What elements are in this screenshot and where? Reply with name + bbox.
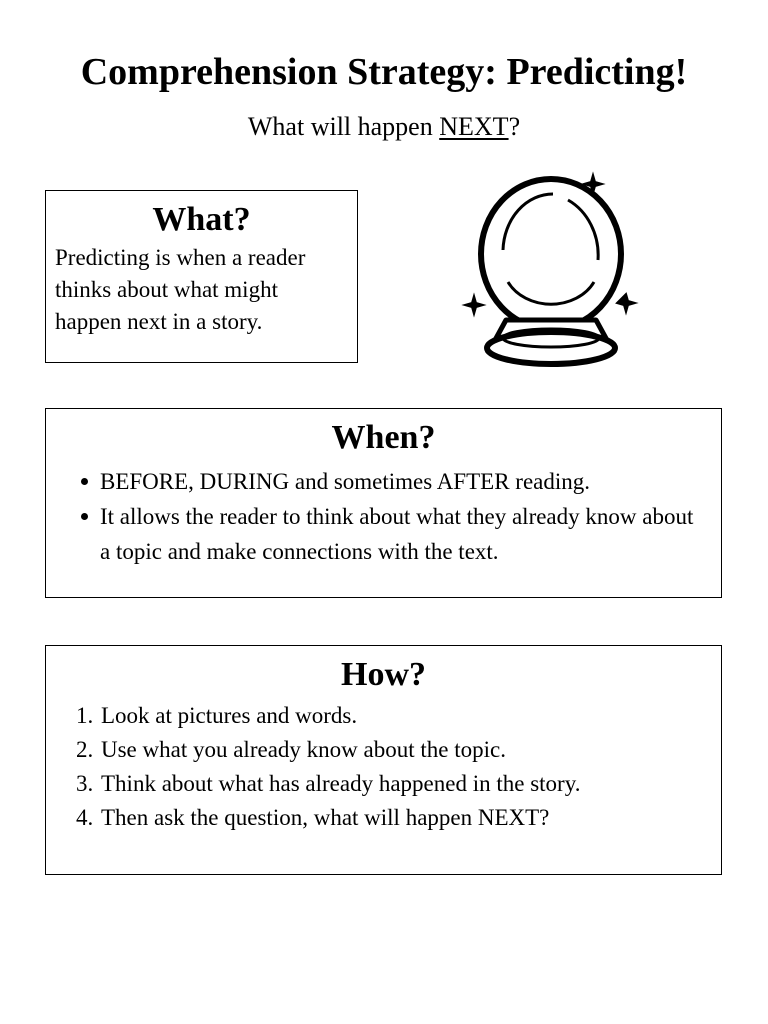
bullet-text: BEFORE, DURING and sometimes AFTER reading. xyxy=(100,469,590,494)
list-item xyxy=(46,464,721,499)
bullet-text: It allows the reader to think about what they already know about a topic and make connections with the text. xyxy=(100,504,694,564)
when-bullet-list xyxy=(46,464,721,569)
subtitle-emphasis: NEXT xyxy=(439,112,509,141)
list-item xyxy=(46,733,721,767)
step-number: 1. xyxy=(76,703,94,728)
step-text: Think about what has already happened in the story. xyxy=(101,771,581,796)
when-heading: When? xyxy=(331,419,436,456)
step-text: Look at pictures and words. xyxy=(101,703,358,728)
subtitle-lead-text: What will happen xyxy=(247,112,440,141)
sparkle-icon xyxy=(617,294,635,312)
list-item xyxy=(46,699,721,733)
step-number: 2. xyxy=(76,737,94,762)
sparkle-icon xyxy=(465,296,483,314)
step-text: Use what you already know about the topic. xyxy=(101,737,506,762)
list-item xyxy=(46,499,721,569)
what-heading: What? xyxy=(152,201,251,238)
page-subtitle xyxy=(0,109,768,145)
bullet-icon xyxy=(81,478,88,485)
when-box xyxy=(45,408,722,598)
step-number: 3. xyxy=(76,771,94,796)
crystal-ball-icon xyxy=(458,170,648,370)
step-text: Then ask the question, what will happen NEXT? xyxy=(101,805,550,830)
step-number: 4. xyxy=(76,805,94,830)
what-box xyxy=(45,190,358,363)
how-heading: How? xyxy=(341,656,426,693)
how-step-list xyxy=(46,699,721,835)
how-box xyxy=(45,645,722,875)
list-item xyxy=(46,767,721,801)
bullet-icon xyxy=(81,513,88,520)
page-title: Comprehension Strategy: Predicting! xyxy=(80,51,688,93)
list-item xyxy=(46,801,721,835)
subtitle-end-text: ? xyxy=(508,112,521,141)
what-description: Predicting is when a reader thinks about what might happen next in a story. xyxy=(55,245,306,334)
